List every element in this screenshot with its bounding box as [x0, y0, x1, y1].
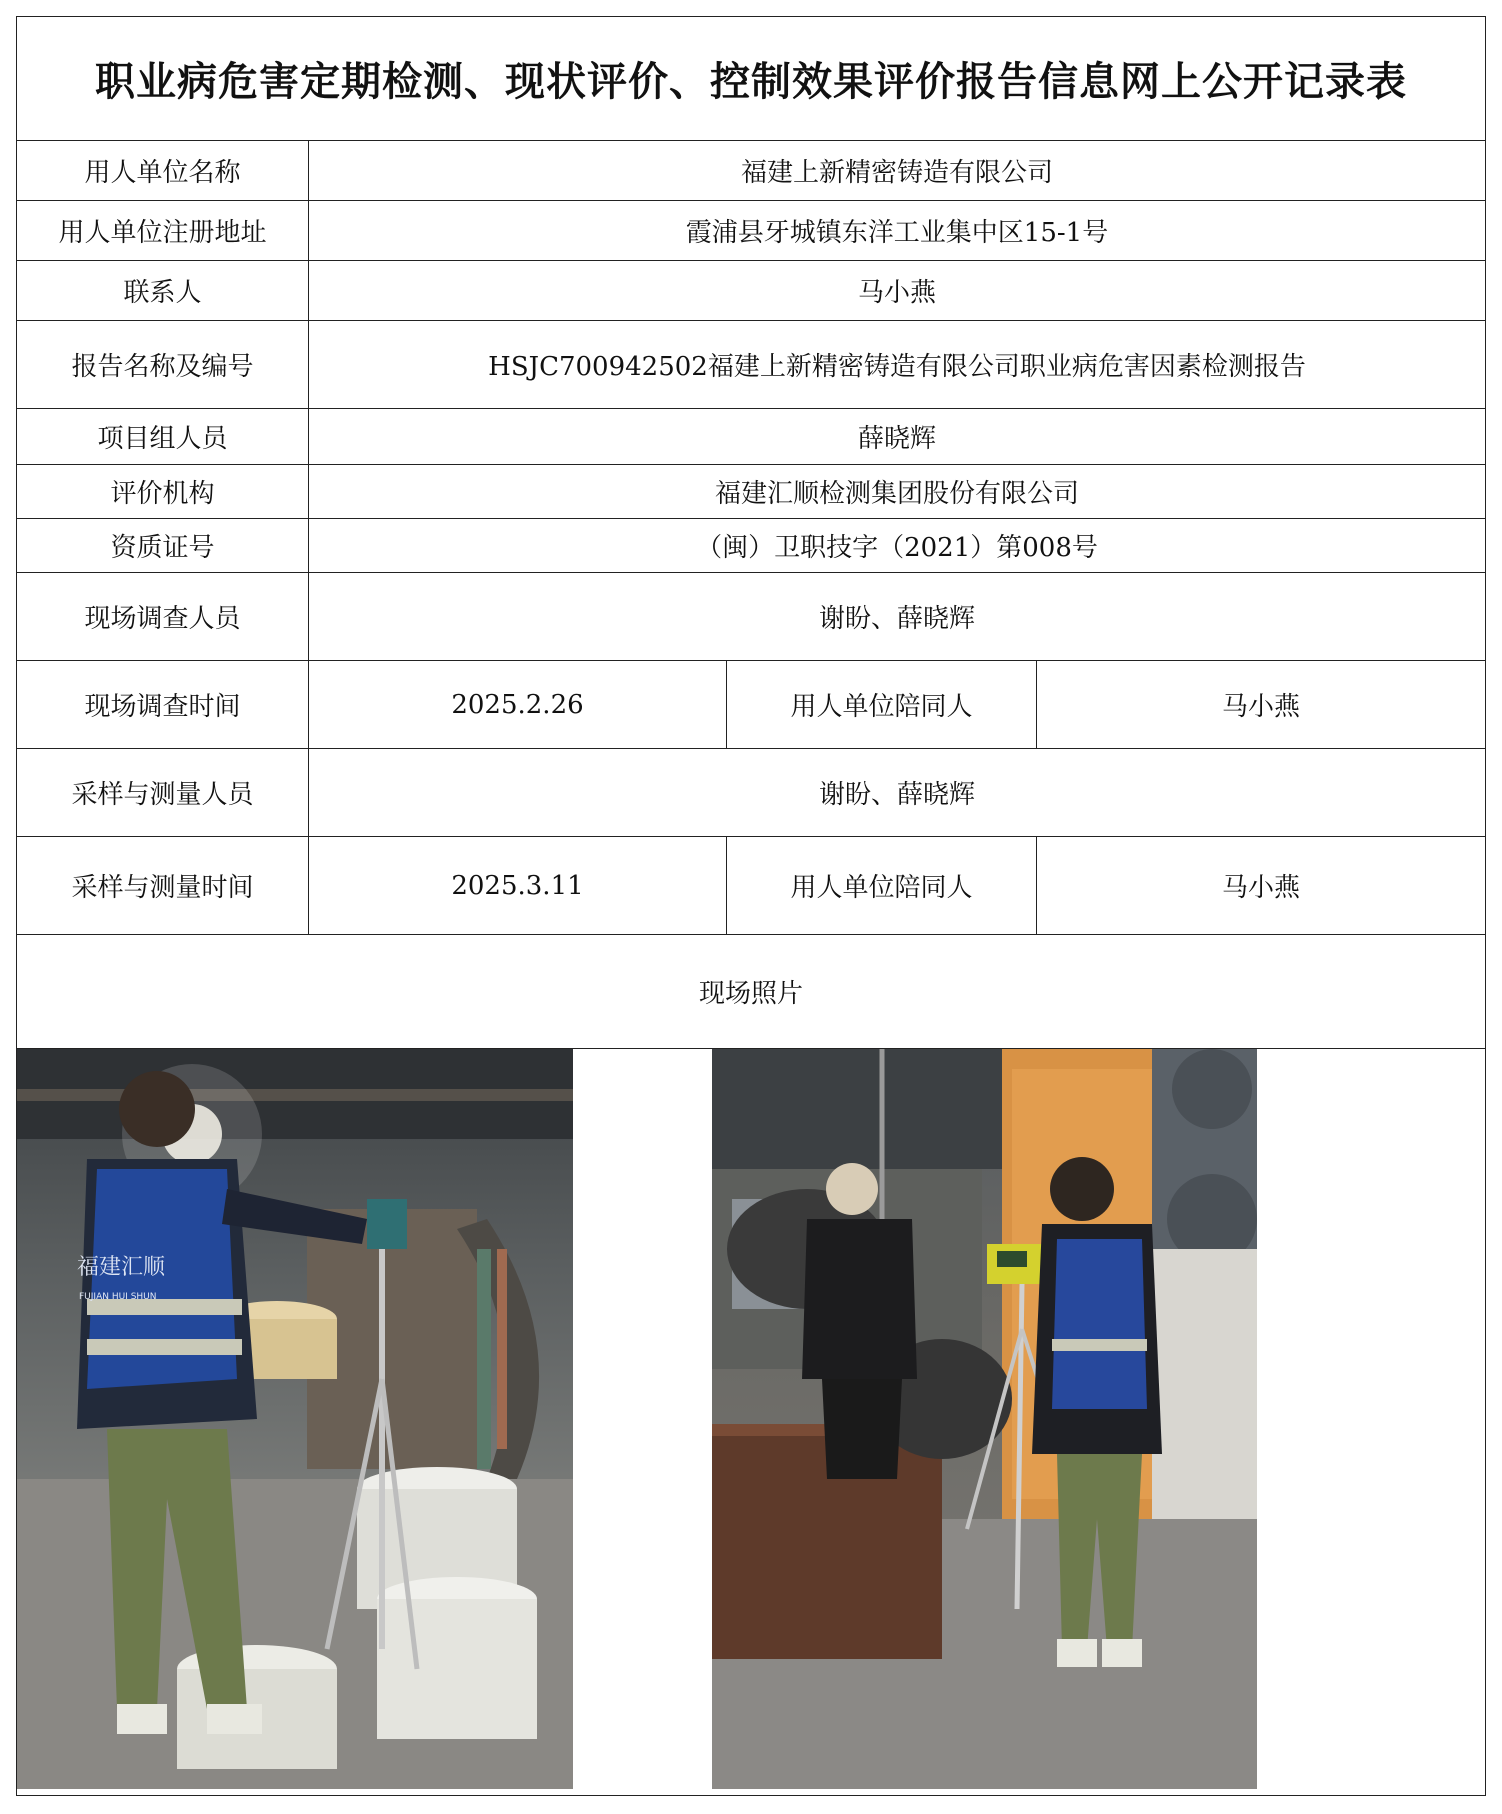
row-report	[17, 321, 1485, 409]
survey-staff-label: 现场调查人员	[17, 573, 309, 660]
site-photo-1-drawing	[17, 1049, 573, 1789]
site-photo-1	[17, 1049, 573, 1789]
survey-time-label: 现场调查时间	[17, 661, 309, 748]
survey-companion-label: 用人单位陪同人	[727, 661, 1037, 748]
contact-value: 马小燕	[857, 278, 936, 308]
employer-name-label: 用人单位名称	[17, 141, 309, 200]
cert-label: 资质证号	[17, 519, 309, 572]
row-contact	[17, 261, 1485, 321]
sampling-time-label: 采样与测量时间	[17, 837, 309, 934]
vest-logo-subtext: FUJIAN HUI SHUN	[79, 1292, 157, 1302]
site-photo-2	[712, 1049, 1257, 1789]
sampling-staff-value: 谢盼、薛晓辉	[818, 780, 975, 810]
survey-time-value: 2025.2.26	[309, 661, 727, 748]
report-label: 报告名称及编号	[17, 321, 309, 408]
row-employer-address	[17, 201, 1485, 261]
row-survey-staff	[17, 573, 1485, 661]
row-cert	[17, 519, 1485, 573]
row-team	[17, 409, 1485, 465]
team-label: 项目组人员	[17, 409, 309, 464]
vest-logo-text: 福建汇顺	[77, 1255, 166, 1280]
row-sampling-time	[17, 837, 1485, 935]
contact-label: 联系人	[17, 261, 309, 320]
employer-name-value: 福建上新精密铸造有限公司	[740, 158, 1053, 188]
sampling-companion-label: 用人单位陪同人	[727, 837, 1037, 934]
employer-address-label: 用人单位注册地址	[17, 201, 309, 260]
row-survey-time	[17, 661, 1485, 749]
team-value: 薛晓辉	[857, 424, 936, 454]
photos-heading: 现场照片	[17, 935, 1485, 1049]
site-photo-2-drawing	[712, 1049, 1257, 1789]
survey-companion-value: 马小燕	[1221, 692, 1300, 722]
sampling-staff-label: 采样与测量人员	[17, 749, 309, 836]
survey-staff-value: 谢盼、薛晓辉	[818, 604, 975, 634]
row-agency	[17, 465, 1485, 519]
report-value: HSJC700942502福建上新精密铸造有限公司职业病危害因素检测报告	[488, 352, 1306, 382]
agency-label: 评价机构	[17, 465, 309, 518]
cert-value: （闽）卫职技字（2021）第008号	[696, 533, 1098, 563]
record-table	[16, 16, 1486, 1796]
row-sampling-staff	[17, 749, 1485, 837]
agency-value: 福建汇顺检测集团股份有限公司	[714, 479, 1079, 509]
page-title: 职业病危害定期检测、现状评价、控制效果评价报告信息网上公开记录表	[17, 17, 1485, 141]
sampling-companion-value: 马小燕	[1221, 873, 1300, 903]
employer-address-value: 霞浦县牙城镇东洋工业集中区15-1号	[685, 218, 1109, 248]
row-employer-name	[17, 141, 1485, 201]
sampling-time-value: 2025.3.11	[309, 837, 727, 934]
